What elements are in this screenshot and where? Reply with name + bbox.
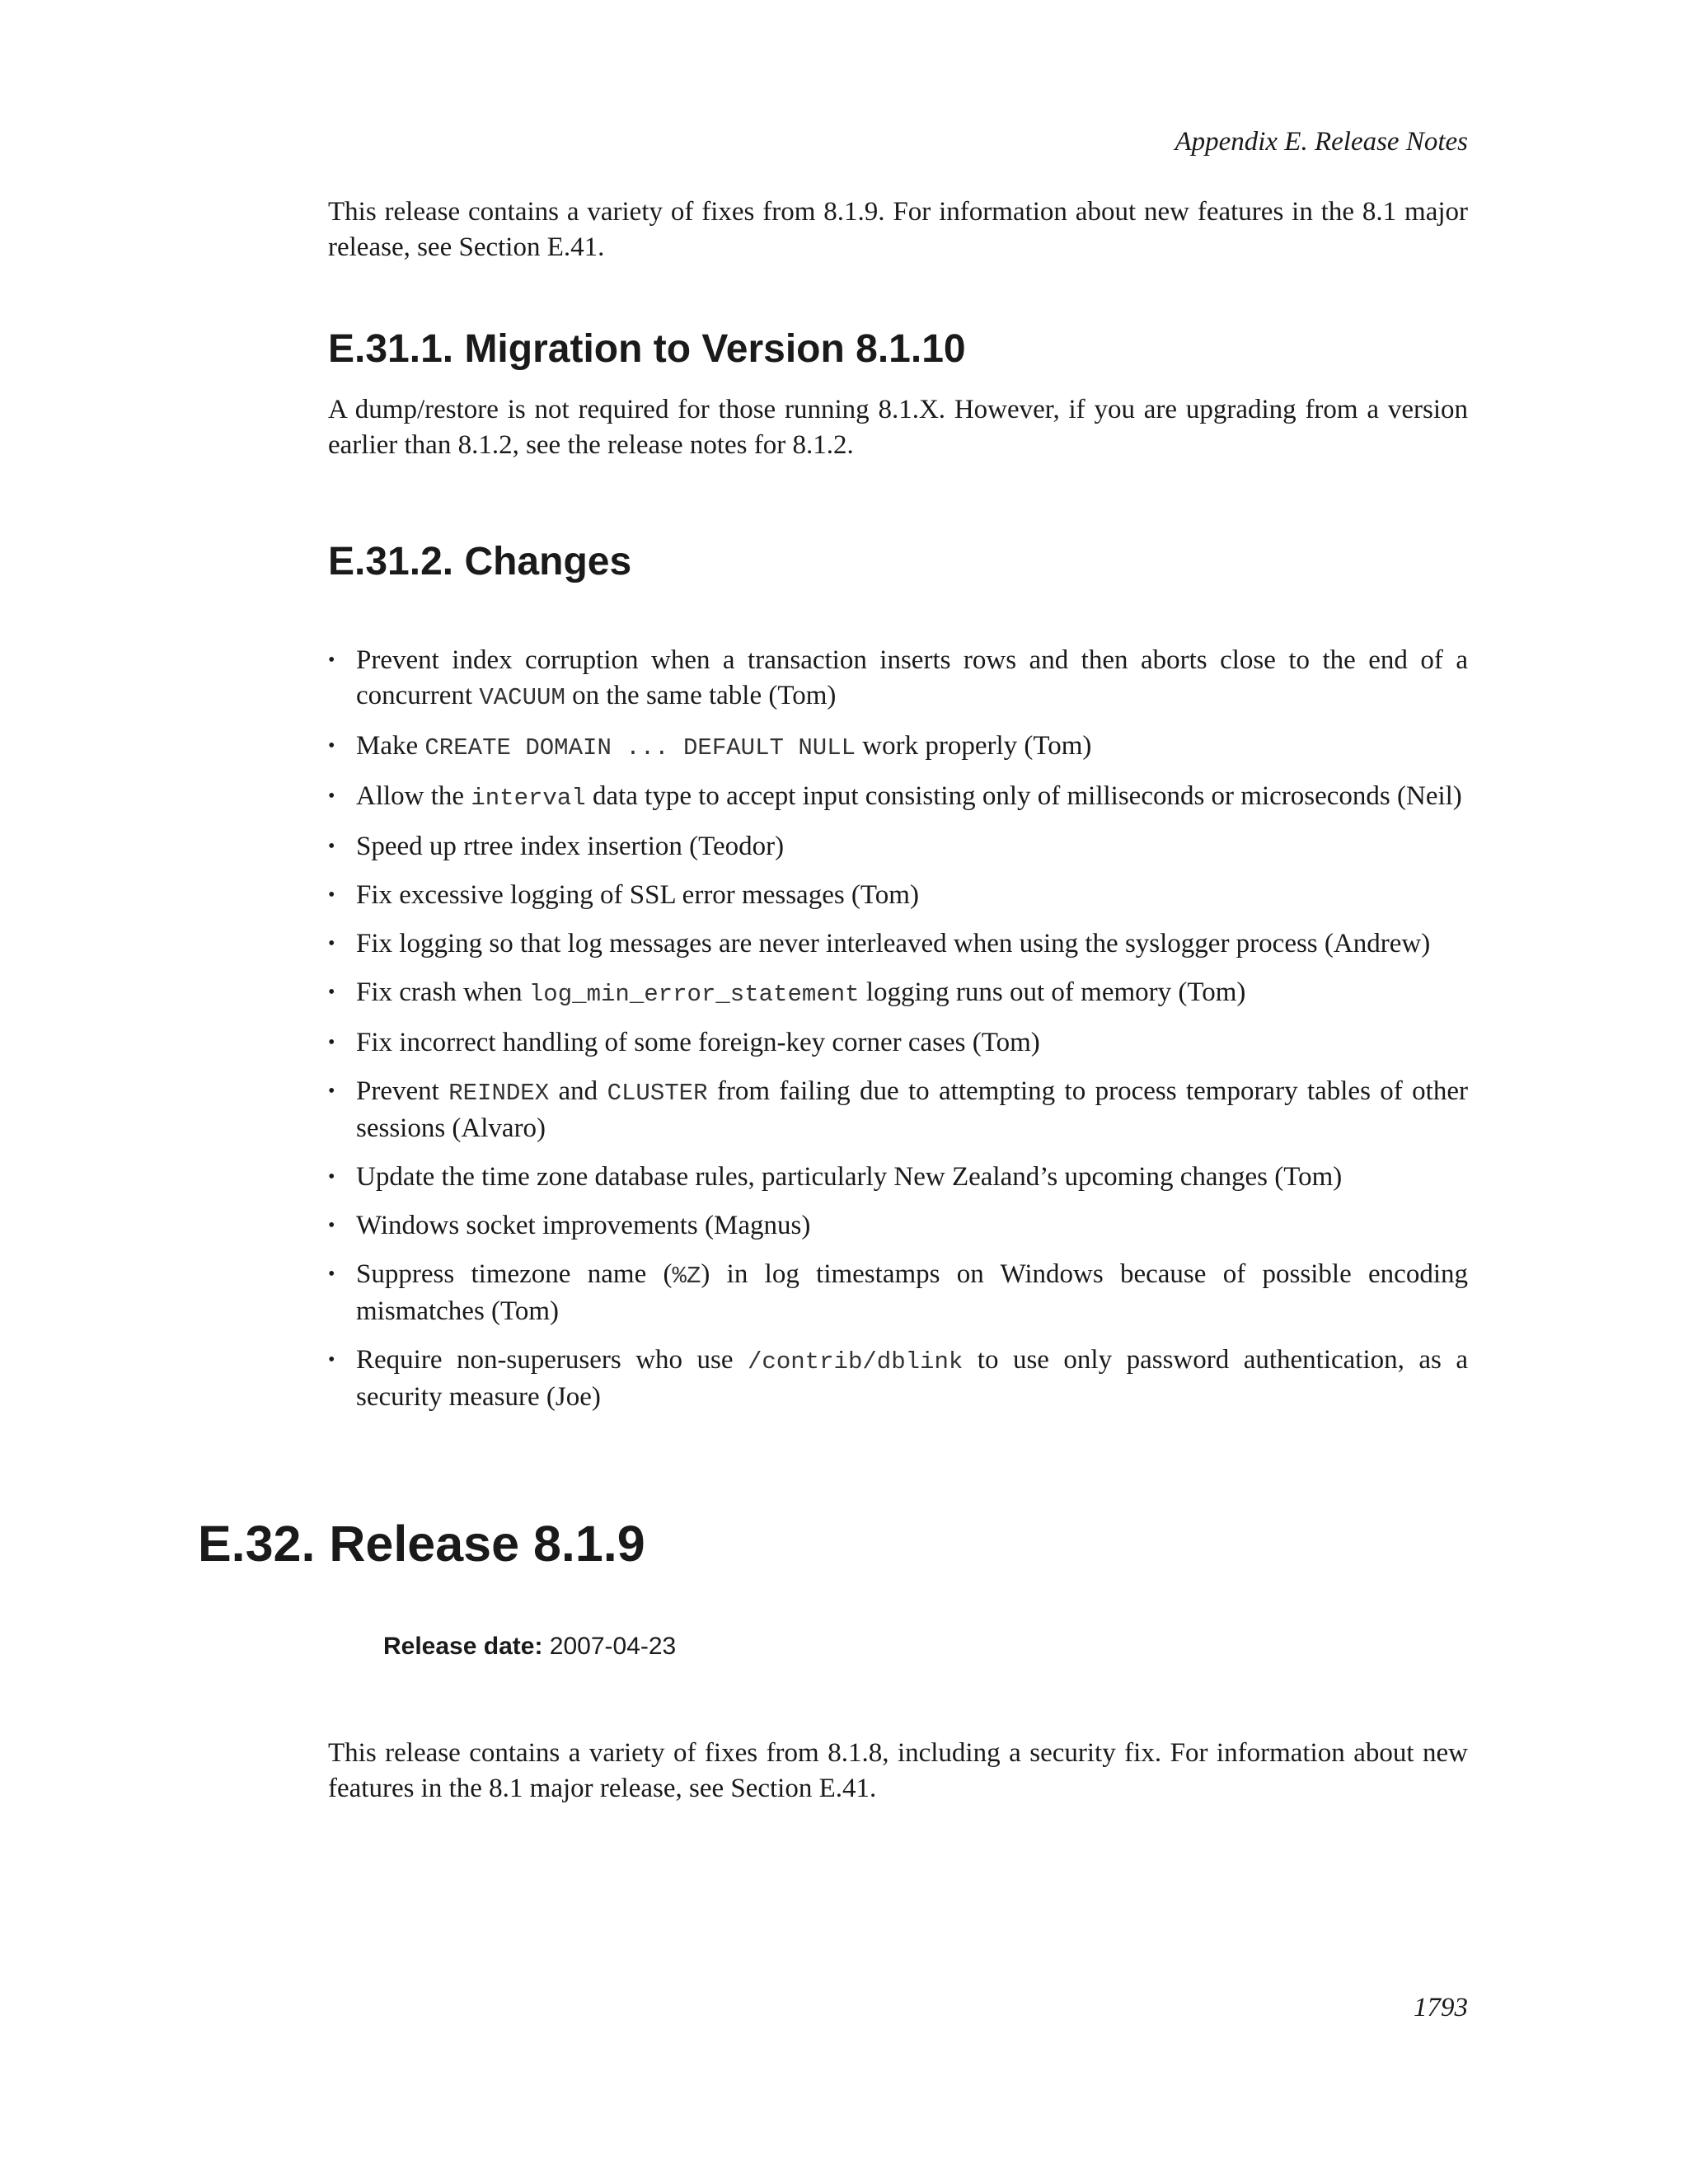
bullet-icon: • bbox=[328, 1032, 335, 1053]
release-date-label: Release date: bbox=[383, 1633, 543, 1660]
list-item bbox=[328, 1257, 1468, 1329]
bullet-icon: • bbox=[328, 649, 335, 671]
item-text: ) in log timestamps on Windows because of possible encoding mismatches (Tom) bbox=[356, 1259, 1468, 1326]
item-text: Speed up rtree index insertion (Teodor) bbox=[356, 832, 785, 861]
code-interval: interval bbox=[471, 785, 586, 812]
list-item bbox=[328, 1074, 1468, 1146]
list-item bbox=[328, 643, 1468, 715]
migration-paragraph: A dump/restore is not required for those running 8.1.X. However, if you are upgrading from a version earlier than 8.1.2, see the release notes for 8.1.2. bbox=[328, 395, 1468, 460]
bullet-icon: • bbox=[328, 1166, 335, 1188]
bullet-icon: • bbox=[328, 785, 335, 807]
item-text: work properly (Tom) bbox=[856, 731, 1092, 761]
item-text: Require non-superusers who use bbox=[356, 1345, 748, 1375]
item-text: data type to accept input consisting only of milliseconds or microseconds (Neil) bbox=[585, 781, 1462, 811]
bullet-icon: • bbox=[328, 884, 335, 906]
item-text: Prevent index corruption when a transaction inserts rows and then aborts close to the end of a concurrent bbox=[356, 645, 1468, 710]
intro-paragraph: This release contains a variety of fixes from 8.1.9. For information about new features in the 8.1 major release, see Section E.41. bbox=[328, 197, 1468, 262]
list-item bbox=[328, 926, 1468, 962]
bullet-icon: • bbox=[328, 735, 335, 757]
item-text: from failing due to attempting to process temporary tables of other sessions (Alvaro) bbox=[356, 1076, 1468, 1143]
changes-heading: E.31.2. Changes bbox=[328, 540, 632, 583]
running-header: Appendix E. Release Notes bbox=[1175, 127, 1468, 157]
item-text: Fix crash when bbox=[356, 977, 529, 1007]
item-text: Update the time zone database rules, particularly New Zealand’s upcoming changes (Tom) bbox=[356, 1162, 1343, 1192]
code-create-domain: CREATE DOMAIN ... DEFAULT NULL bbox=[424, 734, 856, 762]
list-item bbox=[328, 1343, 1468, 1415]
list-item bbox=[328, 878, 1468, 913]
code-log-min-error-statement: log_min_error_statement bbox=[528, 981, 860, 1008]
migration-heading: E.31.1. Migration to Version 8.1.10 bbox=[328, 327, 966, 371]
code-percent-z: %Z bbox=[672, 1263, 701, 1290]
bullet-icon: • bbox=[328, 1349, 335, 1371]
item-text: Fix excessive logging of SSL error messages (Tom) bbox=[356, 880, 919, 910]
item-text: Allow the bbox=[356, 781, 471, 811]
bullet-icon: • bbox=[328, 1215, 335, 1236]
item-text: to use only password authentication, as a security measure (Joe) bbox=[356, 1345, 1468, 1412]
item-text: and bbox=[549, 1076, 607, 1106]
bullet-icon: • bbox=[328, 982, 335, 1003]
list-item bbox=[328, 729, 1468, 766]
item-text: Fix logging so that log messages are never interleaved when using the syslogger process (Andrew) bbox=[356, 929, 1431, 958]
item-text: Windows socket improvements (Magnus) bbox=[356, 1211, 811, 1240]
code-dblink: /contrib/dblink bbox=[748, 1348, 964, 1376]
item-text: logging runs out of memory (Tom) bbox=[859, 977, 1246, 1007]
release-heading: E.32. Release 8.1.9 bbox=[198, 1516, 645, 1572]
item-text: Suppress timezone name ( bbox=[356, 1259, 673, 1289]
item-text: on the same table (Tom) bbox=[565, 681, 837, 710]
bullet-icon: • bbox=[328, 1080, 335, 1102]
changes-list bbox=[328, 643, 1468, 1428]
release-paragraph: This release contains a variety of fixes from 8.1.8, including a security fix. For information about new features in the 8.1 major release, see Section E.41. bbox=[328, 1738, 1468, 1803]
code-vacuum: VACUUM bbox=[479, 684, 565, 711]
page-number: 1793 bbox=[1414, 1993, 1468, 2022]
list-item bbox=[328, 829, 1468, 865]
list-item bbox=[328, 1208, 1468, 1244]
list-item bbox=[328, 1160, 1468, 1195]
list-item bbox=[328, 975, 1468, 1012]
list-item bbox=[328, 1025, 1468, 1061]
code-reindex: REINDEX bbox=[448, 1080, 550, 1107]
bullet-icon: • bbox=[328, 933, 335, 954]
list-item bbox=[328, 779, 1468, 816]
bullet-icon: • bbox=[328, 1263, 335, 1285]
item-text: Fix incorrect handling of some foreign-key corner cases (Tom) bbox=[356, 1028, 1040, 1057]
release-date-value: 2007-04-23 bbox=[549, 1633, 677, 1660]
item-text: Prevent bbox=[356, 1076, 449, 1106]
release-date bbox=[383, 1630, 676, 1663]
code-cluster: CLUSTER bbox=[607, 1080, 708, 1107]
item-text: Make bbox=[356, 731, 425, 761]
bullet-icon: • bbox=[328, 836, 335, 857]
